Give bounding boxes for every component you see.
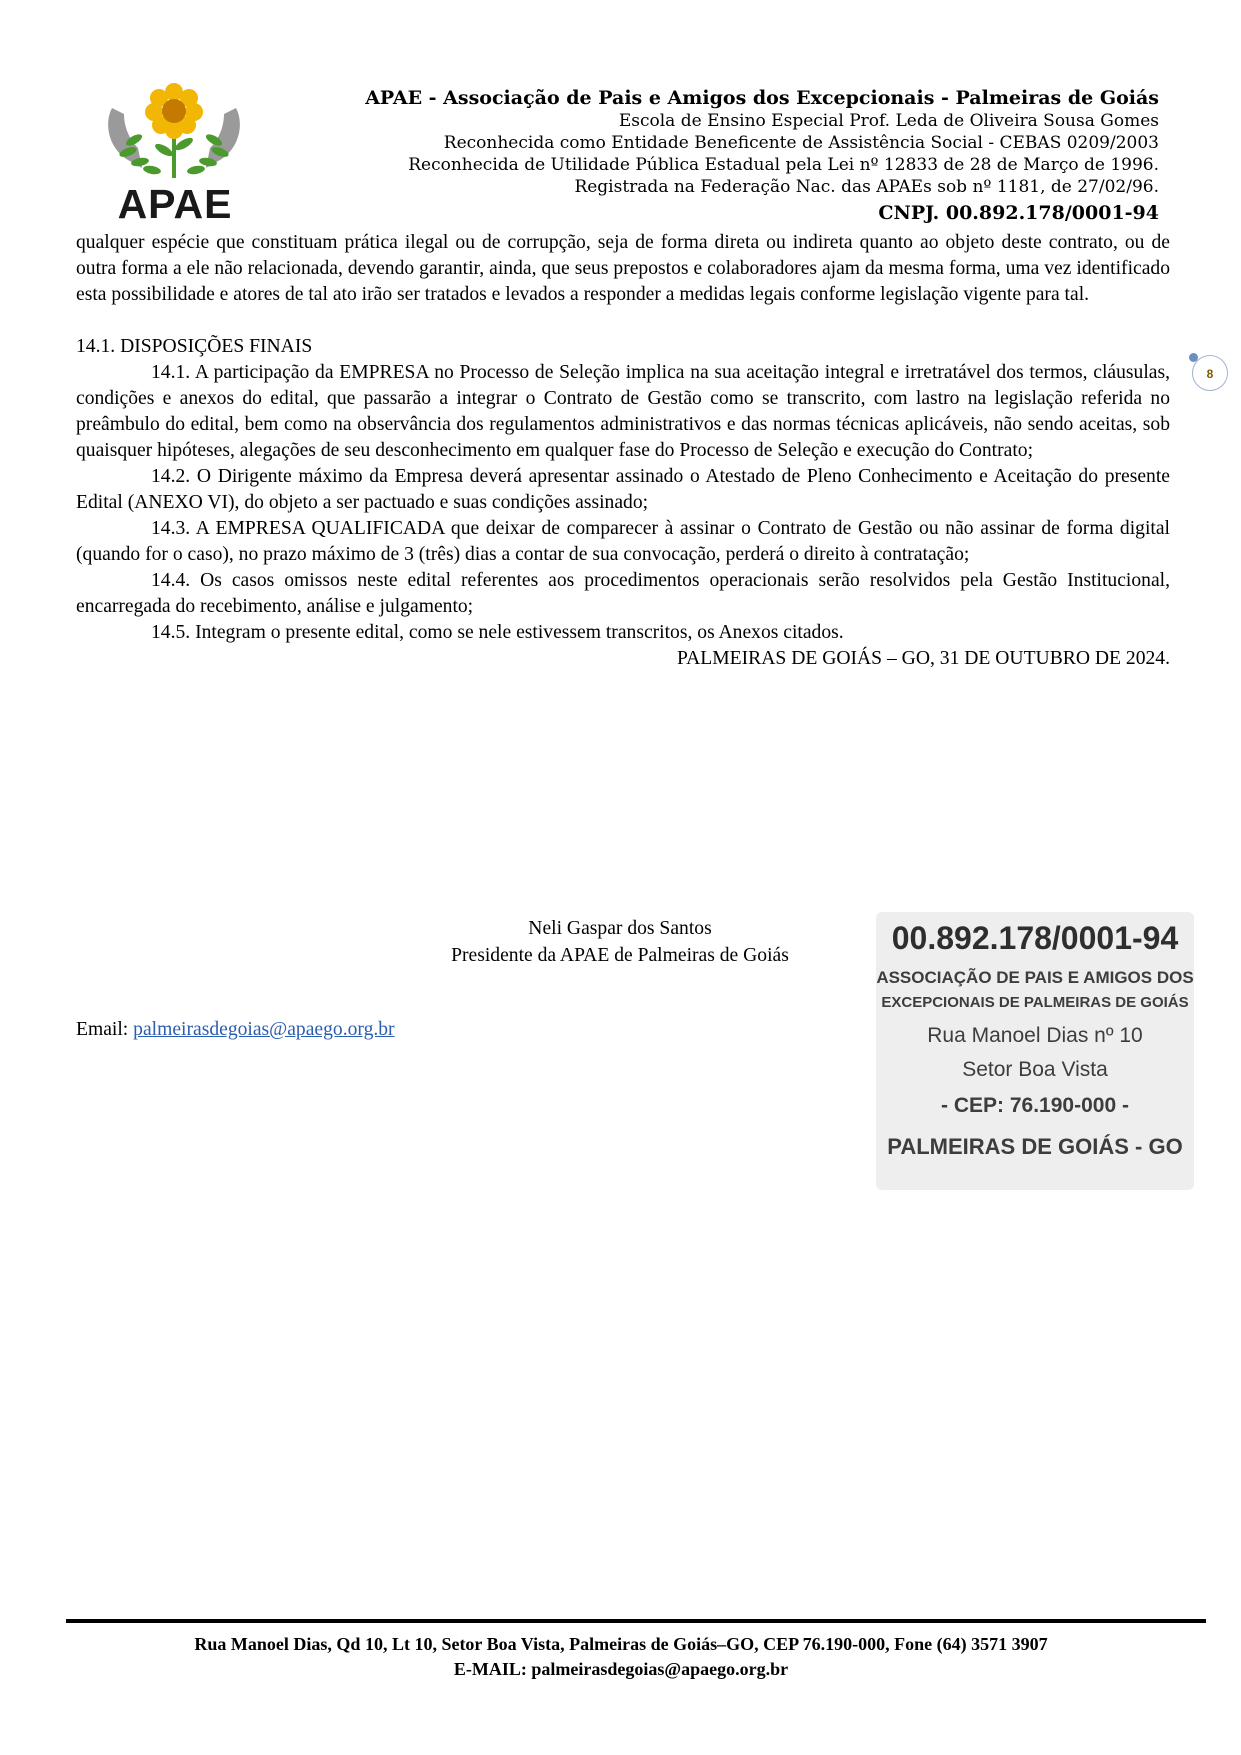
stamp-cnpj: 00.892.178/0001-94 [891, 920, 1179, 956]
footer-divider [66, 1619, 1206, 1623]
stamp-line-4: Setor Boa Vista [962, 1058, 1108, 1081]
header-text-block [279, 86, 1159, 228]
letterhead [94, 78, 1159, 226]
header-cnpj: CNPJ. 00.892.178/0001-94 [878, 202, 1159, 224]
place-date: PALMEIRAS DE GOIÁS – GO, 31 DE OUTUBRO DE 2024. [677, 648, 1170, 669]
federacao-line: Registrada na Federação Nac. das APAEs sob nº 1181, de 27/02/96. [574, 177, 1159, 197]
stamp-line-2: EXCEPCIONAIS DE PALMEIRAS DE GOIÁS [881, 994, 1189, 1011]
cebas-line: Reconhecida como Entidade Beneficente de Assistência Social - CEBAS 0209/2003 [443, 133, 1159, 153]
logo-wordmark: APAE [117, 181, 233, 227]
stamp-line-1: ASSOCIAÇÃO DE PAIS E AMIGOS DOS [876, 968, 1194, 987]
section-title: 14.1. DISPOSIÇÕES FINAIS [76, 336, 313, 357]
apae-logo [94, 78, 254, 226]
signer-name: Neli Gaspar dos Santos [528, 918, 712, 939]
page-number: 8 [1192, 355, 1228, 391]
org-name: APAE - Associação de Pais e Amigos dos Excepcionais - Palmeiras de Goiás [365, 87, 1159, 109]
signature-block [400, 915, 840, 969]
signer-role: Presidente da APAE de Palmeiras de Goiás [451, 945, 789, 966]
footer-email: E-MAIL: palmeirasdegoias@apaego.org.br [453, 1659, 789, 1679]
clause-14-4: 14.4. Os casos omissos neste edital referentes aos procedimentos operacionais serão resolvidos pela Gestão Institucional, encarregada do recebimento, análise e julgamento; [76, 570, 1170, 617]
apae-flower-hands-icon [94, 78, 254, 188]
continuation-paragraph: qualquer espécie que constituam prática ilegal ou de corrupção, seja de forma direta ou indireta quanto ao objeto deste contrato, ou de outra forma a ele não relacionada, devendo garantir, ainda, que seus prepostos e colaboradores ajam da mesma forma, uma vez identificado esta possibilidade e atores de tal ato irão ser tratados e levados a responder a medidas legais conforme legislação vigente para tal. [76, 232, 1170, 305]
cnpj-stamp [876, 912, 1194, 1190]
email-label: Email: [76, 1019, 129, 1040]
page-footer [66, 1632, 1176, 1682]
utilidade-line: Reconhecida de Utilidade Pública Estadual pela Lei nº 12833 de 28 de Março de 1996. [408, 155, 1159, 175]
school-name: Escola de Ensino Especial Prof. Leda de Oliveira Sousa Gomes [618, 111, 1159, 131]
footer-address: Rua Manoel Dias, Qd 10, Lt 10, Setor Boa Vista, Palmeiras de Goiás–GO, CEP 76.190-000, Fone (64) 3571 3907 [194, 1634, 1048, 1654]
stamp-line-6: PALMEIRAS DE GOIÁS - GO [887, 1134, 1183, 1159]
clause-14-2: 14.2. O Dirigente máximo da Empresa deverá apresentar assinado o Atestado de Pleno Conhecimento e Aceitação do presente Edital (ANEXO VI), do objeto a ser pactuado e suas condições assinado; [76, 466, 1170, 513]
stamp-line-5: - CEP: 76.190-000 - [941, 1094, 1129, 1117]
clause-14-3: 14.3. A EMPRESA QUALIFICADA que deixar de comparecer à assinar o Contrato de Gestão ou não assinar de forma digital (quando for o caso), no prazo máximo de 3 (três) dias a contar de sua convocação, perderá o direito à contratação; [76, 518, 1170, 565]
stamp-line-3: Rua Manoel Dias nº 10 [927, 1024, 1143, 1047]
email-link[interactable]: palmeirasdegoias@apaego.org.br [133, 1019, 395, 1040]
email-line [76, 1017, 395, 1043]
document-body [76, 230, 1170, 672]
clause-14-5: 14.5. Integram o presente edital, como se nele estivessem transcritos, os Anexos citados. [151, 622, 844, 643]
clause-14-1: 14.1. A participação da EMPRESA no Processo de Seleção implica na sua aceitação integral e irretratável dos termos, cláusulas, condições e anexos do edital, que passarão a integrar o Contrato de Gestão como se transcrito, com lastro na legislação referida no preâmbulo do edital, bem como na observância dos regulamentos administrativos e das normas técnicas aplicáveis, não sendo aceitas, sob quaisquer hipóteses, alegações de seu desconhecimento em qualquer fase do Processo de Seleção e execução do Contrato; [76, 362, 1170, 461]
